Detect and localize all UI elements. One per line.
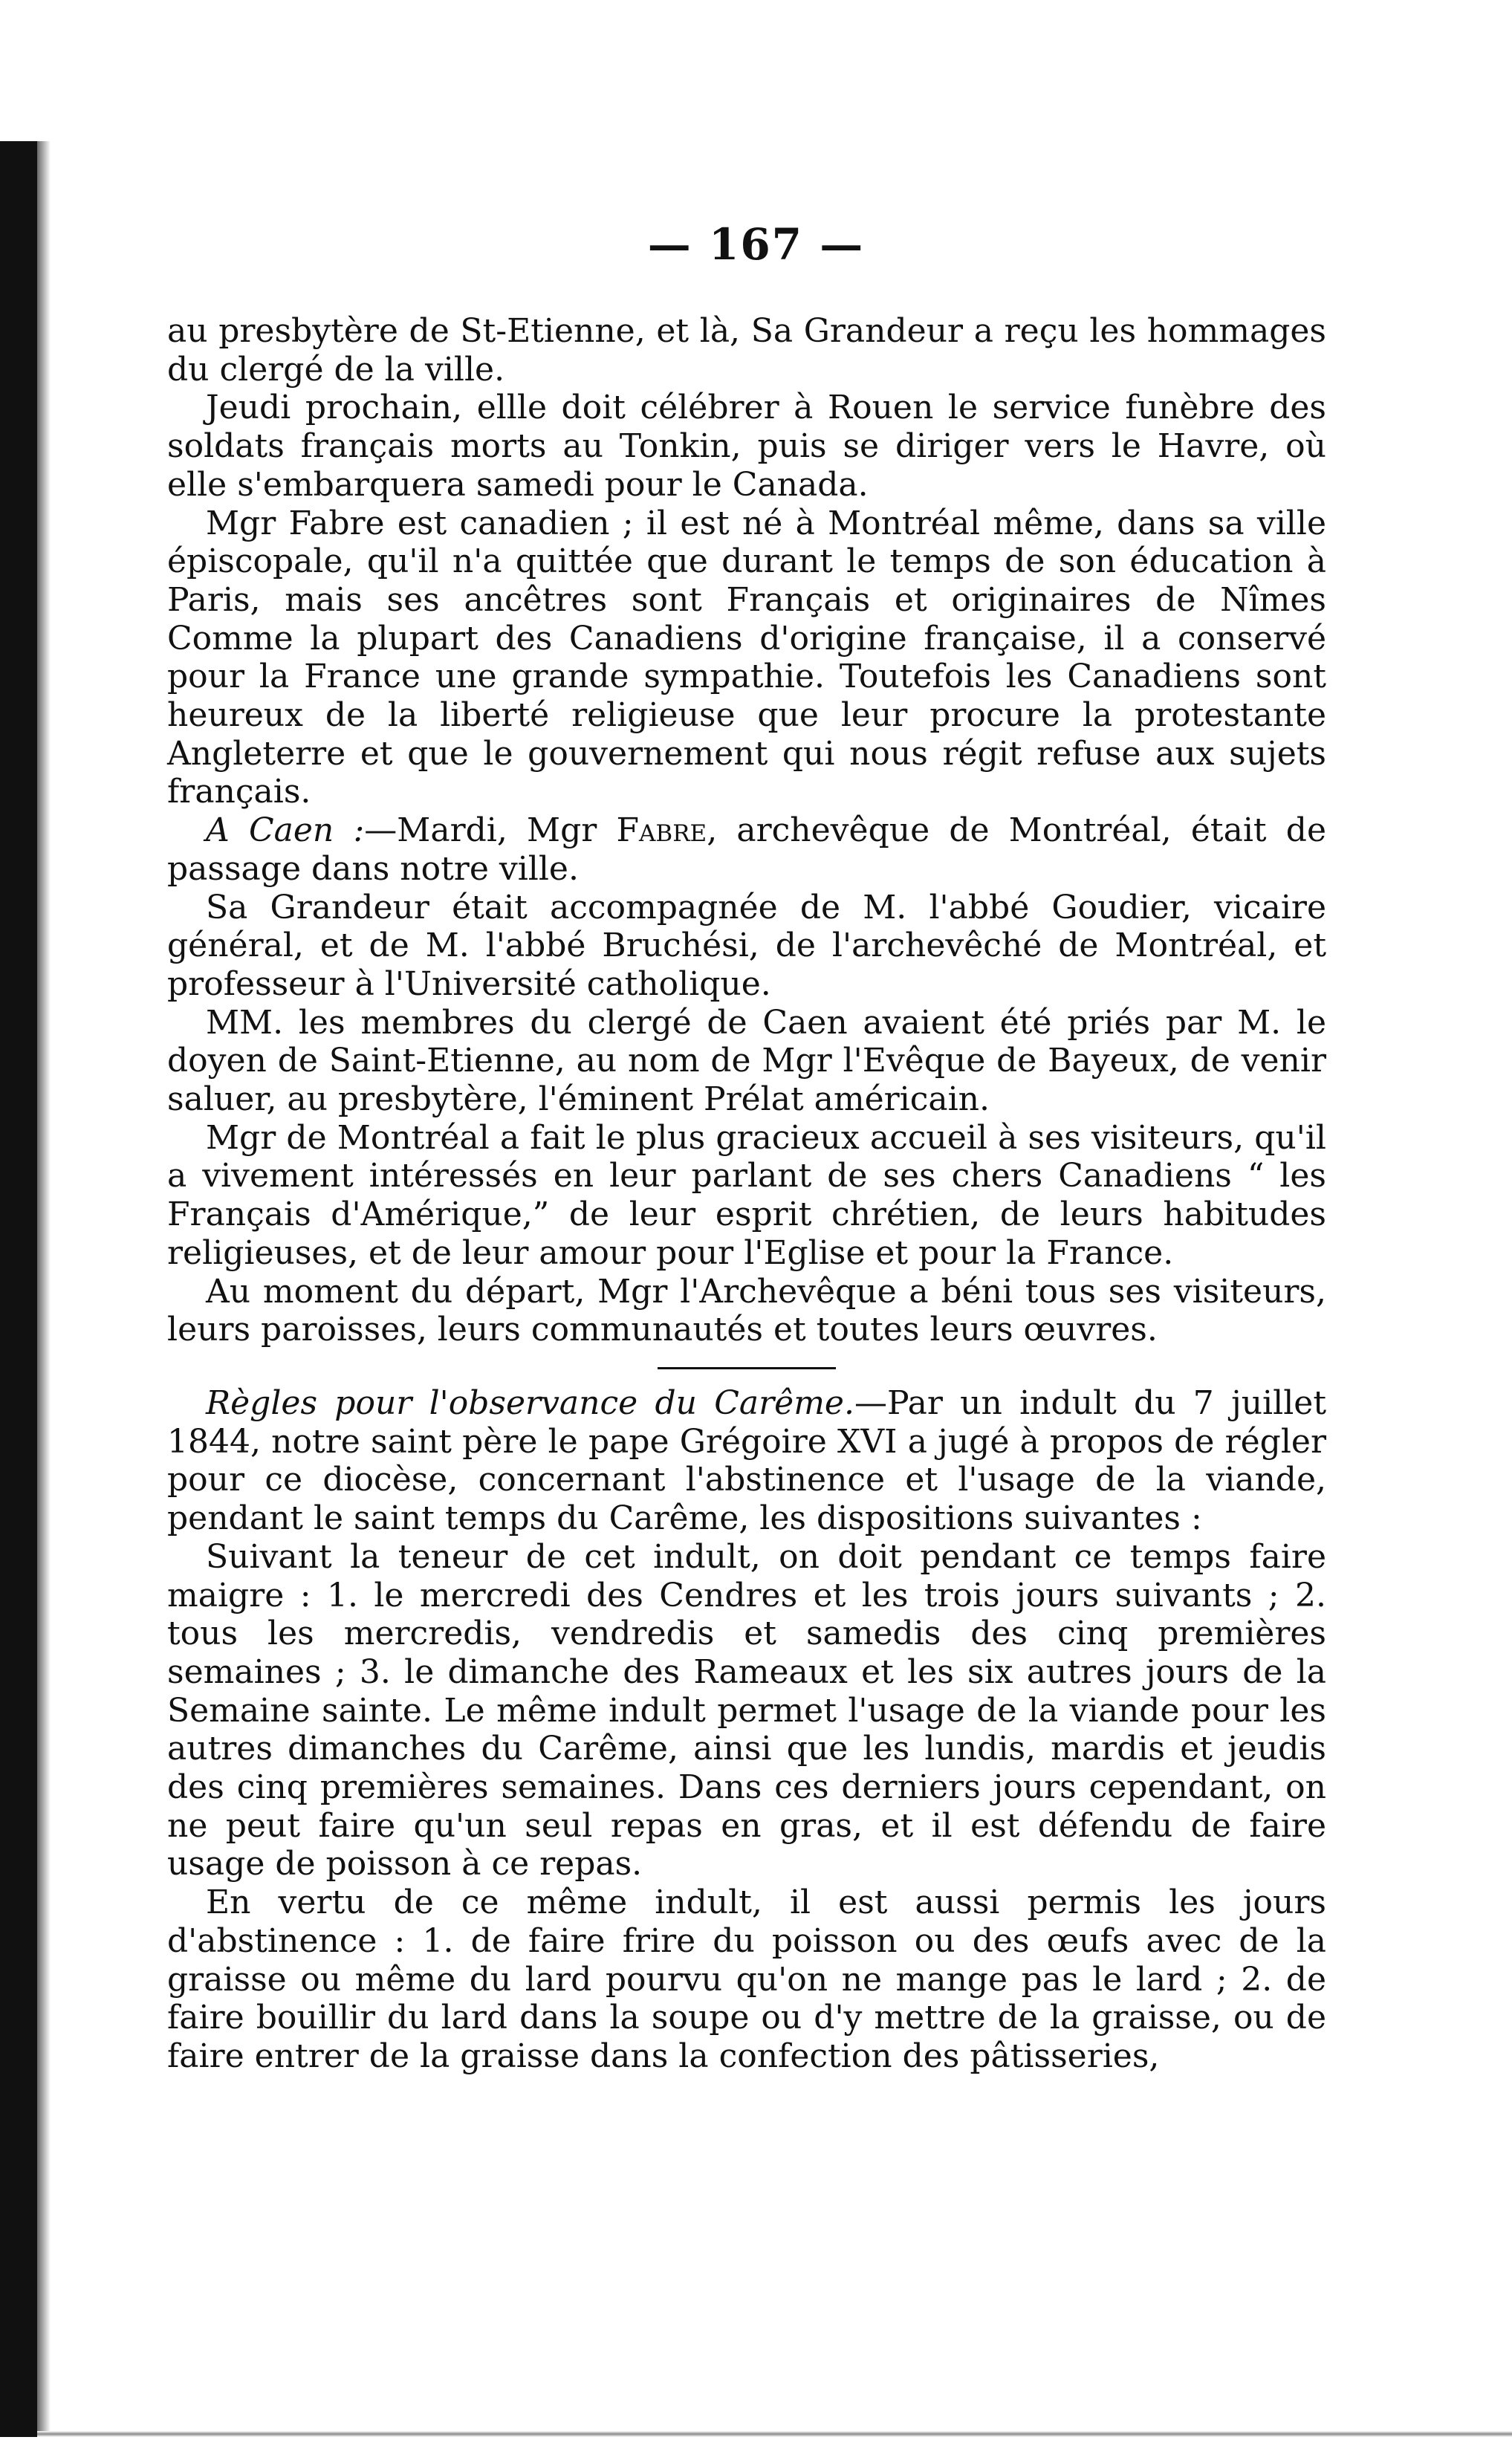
page-number: — 167 —: [647, 219, 865, 270]
paragraph: Au moment du départ, Mgr l'Archevêque a béni tous ses visiteurs, leurs paroisses, leurs communautés et toutes leurs œuvres.: [167, 1272, 1326, 1349]
page-bottom-edge: [37, 2431, 1512, 2437]
paragraph-careme: [167, 1384, 1326, 1538]
person-name: Fabre: [616, 811, 707, 850]
paragraph-text: —Par un indult du 7 juillet 1844, notre saint père le pape Grégoire XVI a jugé à propos de régler pour ce diocèse, concernant l'abstinence et l'usage de la viande, pendant le saint temps du Carême, les dispositions suivantes :: [167, 1383, 1326, 1538]
paragraph: MM. les membres du clergé de Caen avaient été priés par M. le doyen de Saint-Etienne, au nom de Mgr l'Evêque de Bayeux, de venir saluer, au presbytère, l'éminent Prélat américain.: [167, 1003, 1326, 1119]
paragraph-text: —Mardi, Mgr: [364, 811, 617, 850]
paragraph: au presbytère de St-Etienne, et là, Sa Grandeur a reçu les hommages du clergé de la ville.: [167, 312, 1326, 389]
dateline: A Caen :: [206, 811, 365, 850]
paragraph-text: , archevêque de Montréal, était de passage dans notre ville.: [167, 811, 1326, 888]
page-body: [167, 312, 1326, 2076]
paragraph: En vertu de ce même indult, il est aussi permis les jours d'abstinence : 1. de faire frire du poisson ou des œufs avec de la graisse ou même du lard pourvu qu'on ne mange pas le lard ; 2. de faire bouillir du lard dans la soupe ou d'y mettre de la graisse, ou de faire entrer de la graisse dans la confection des pâtisseries,: [167, 1883, 1326, 2075]
gutter-shadow: [37, 141, 51, 2437]
section-heading: Règles pour l'observance du Carême.: [206, 1383, 854, 1422]
book-spine-shadow: [0, 141, 37, 2437]
paragraph: Suivant la teneur de cet indult, on doit pendant ce temps faire maigre : 1. le mercredi des Cendres et les trois jours suivants ; 2. tous les mercredis, vendredis et samedis des cinq premières semaines ; 3. le dimanche des Rameaux et les six autres jours de la Semaine sainte. Le même indult permet l'usage de la viande pour les autres dimanches du Carême, ainsi que les lundis, mardis et jeudis des cinq premières semaines. Dans ces derniers jours cependant, on ne peut faire qu'un seul repas en gras, et il est défendu de faire usage de poisson à ce repas.: [167, 1537, 1326, 1883]
paragraph: Mgr Fabre est canadien ; il est né à Montréal même, dans sa ville épiscopale, qu'il n'a quittée que durant le temps de son éducation à Paris, mais ses ancêtres sont Français et originaires de Nîmes Comme la plupart des Canadiens d'origine française, il a conservé pour la France une grande sympathie. Toutefois les Canadiens sont heureux de la liberté religieuse que leur procure la protestante Angleterre et que le gouvernement qui nous régit refuse aux sujets français.: [167, 504, 1326, 811]
paragraph: Jeudi prochain, ellle doit célébrer à Rouen le service funèbre des soldats français morts au Tonkin, puis se diriger vers le Havre, où elle s'embarquera samedi pour le Canada.: [167, 389, 1326, 504]
section-divider: [658, 1367, 836, 1369]
paragraph: Mgr de Montréal a fait le plus gracieux accueil à ses visiteurs, qu'il a vivement intéressés en leur parlant de ses chers Canadiens “ les Français d'Amérique,” de leur esprit chrétien, de leurs habitudes religieuses, et de leur amour pour l'Eglise et pour la France.: [167, 1118, 1326, 1272]
paragraph: Sa Grandeur était accompagnée de M. l'abbé Goudier, vicaire général, et de M. l'abbé Bruchési, de l'archevêché de Montréal, et professeur à l'Université catholique.: [167, 888, 1326, 1003]
paragraph-caen: [167, 811, 1326, 888]
